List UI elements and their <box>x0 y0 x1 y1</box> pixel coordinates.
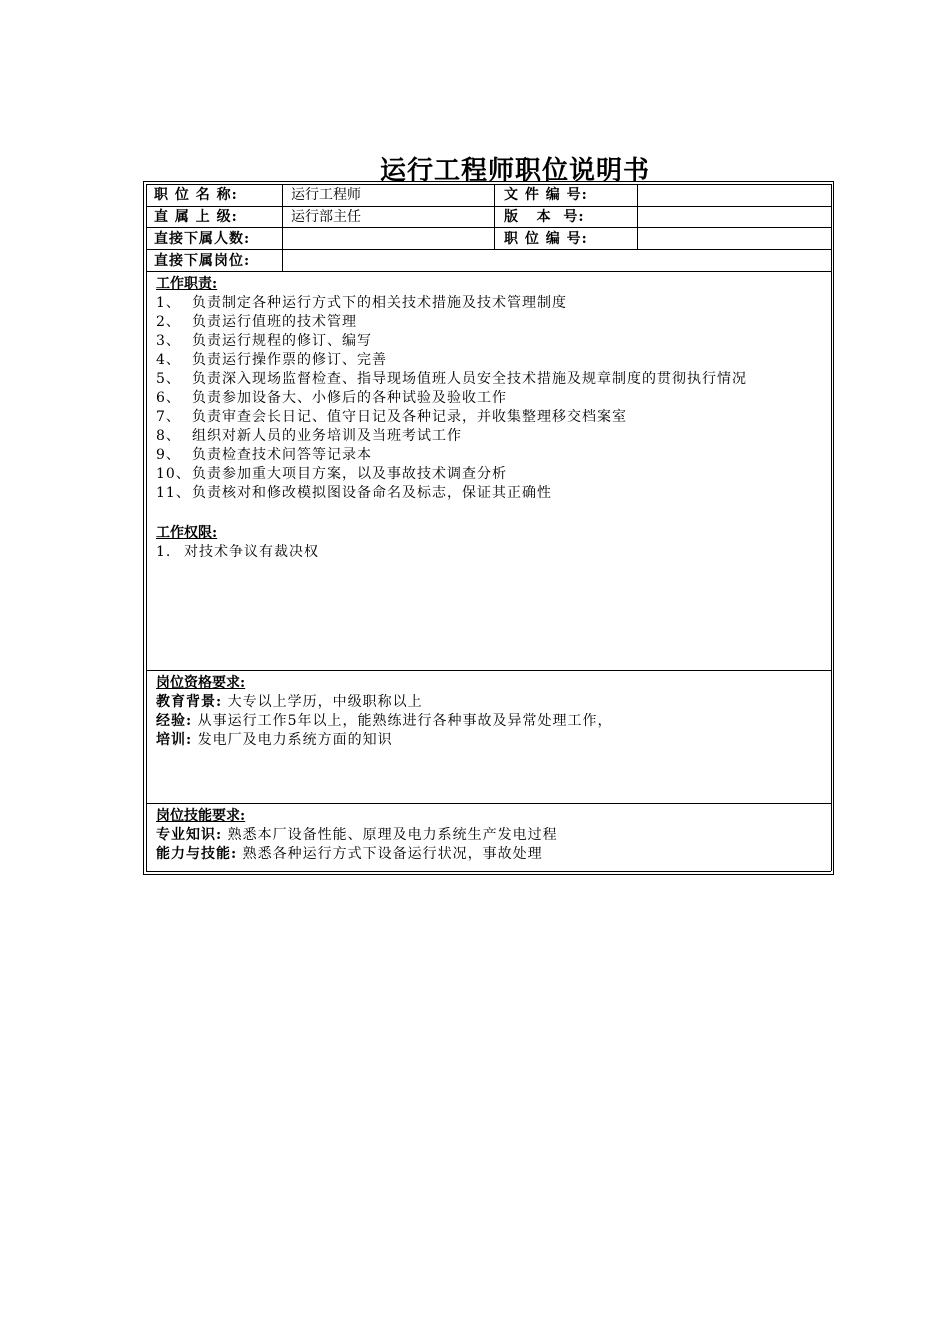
duty-text: 负责运行值班的技术管理 <box>192 314 357 330</box>
experience-row <box>156 712 826 731</box>
section-divider <box>146 670 831 671</box>
duty-item <box>156 294 826 313</box>
duty-item <box>156 351 826 370</box>
page-title: 运行工程师职位说明书 <box>379 156 650 186</box>
duty-number: 6、 <box>156 390 181 406</box>
qualification-section <box>156 674 826 750</box>
authority-section <box>156 524 826 562</box>
table-row-rule <box>146 227 831 228</box>
training-row <box>156 731 826 750</box>
table-col-rule <box>494 184 495 249</box>
superior-value: 运行部主任 <box>291 209 361 225</box>
education-value: 大专以上学历，中级职称以上 <box>227 694 423 710</box>
education-row <box>156 693 826 712</box>
duty-number: 11、 <box>156 485 191 501</box>
experience-value: 从事运行工作5年以上，能熟练进行各种事故及异常处理工作， <box>197 713 613 729</box>
position-no-label: 职 位 编 号: <box>504 231 588 247</box>
table-col-rule <box>637 184 638 249</box>
duty-item <box>156 313 826 332</box>
duty-text: 负责参加设备大、小修后的各种试验及验收工作 <box>192 390 507 406</box>
duty-text: 负责参加重大项目方案，以及事故技术调查分析 <box>192 466 507 482</box>
knowledge-label: 专业知识: <box>156 827 223 843</box>
education-label: 教育背景: <box>156 694 223 710</box>
duty-number: 10、 <box>156 466 191 482</box>
superior-label: 直 属 上 级: <box>154 209 238 225</box>
table-row-rule <box>146 206 831 207</box>
ability-row <box>156 845 826 864</box>
authority-text: 对技术争议有裁决权 <box>184 544 319 560</box>
duty-number: 2、 <box>156 314 181 330</box>
knowledge-value: 熟悉本厂设备性能、原理及电力系统生产发电过程 <box>227 827 558 843</box>
position-name-label: 职 位 名 称: <box>154 187 238 203</box>
table-top-rule <box>146 184 831 185</box>
authority-number: 1. <box>156 544 172 560</box>
duty-item <box>156 408 826 427</box>
skills-section <box>156 807 826 864</box>
duty-number: 8、 <box>156 428 181 444</box>
version-label: 版 本 号: <box>504 209 585 225</box>
duty-text: 负责运行操作票的修订、完善 <box>192 352 387 368</box>
duty-item <box>156 389 826 408</box>
duty-text: 负责深入现场监督检查、指导现场值班人员安全技术措施及规章制度的贯彻执行情况 <box>192 371 747 387</box>
subordinate-positions-label: 直接下属岗位: <box>154 253 251 269</box>
subordinate-count-label: 直接下属人数: <box>154 231 251 247</box>
training-value: 发电厂及电力系统方面的知识 <box>197 732 393 748</box>
duty-text: 负责运行规程的修订、编写 <box>192 333 372 349</box>
duty-number: 3、 <box>156 333 181 349</box>
duties-heading: 工作职责: <box>156 276 218 292</box>
duty-item <box>156 427 826 446</box>
duties-section <box>156 275 826 503</box>
duty-text: 负责审查会长日记、值守日记及各种记录，并收集整理移交档案室 <box>192 409 627 425</box>
authority-heading: 工作权限: <box>156 525 218 541</box>
skills-heading: 岗位技能要求: <box>156 808 246 824</box>
duty-number: 9、 <box>156 447 181 463</box>
duty-text: 负责检查技术问答等记录本 <box>192 447 372 463</box>
table-row-rule <box>146 271 831 272</box>
position-name-value: 运行工程师 <box>291 187 361 203</box>
doc-no-label: 文 件 编 号: <box>504 187 588 203</box>
duty-item <box>156 484 826 503</box>
duty-item <box>156 370 826 389</box>
authority-item <box>156 543 826 562</box>
duty-text: 负责核对和修改模拟图设备命名及标志，保证其正确性 <box>192 485 552 501</box>
table-left-rule <box>146 184 147 871</box>
experience-label: 经验: <box>156 713 193 729</box>
duty-item <box>156 332 826 351</box>
ability-label: 能力与技能: <box>156 846 238 862</box>
duty-number: 5、 <box>156 371 181 387</box>
section-divider <box>146 803 831 804</box>
table-bottom-rule <box>146 871 831 872</box>
duty-number: 4、 <box>156 352 181 368</box>
duty-number: 1、 <box>156 295 181 311</box>
table-right-rule <box>831 184 832 871</box>
training-label: 培训: <box>156 732 193 748</box>
ability-value: 熟悉各种运行方式下设备运行状况，事故处理 <box>242 846 543 862</box>
duty-item <box>156 446 826 465</box>
duty-item <box>156 465 826 484</box>
duty-text: 负责制定各种运行方式下的相关技术措施及技术管理制度 <box>192 295 567 311</box>
duty-number: 7、 <box>156 409 181 425</box>
knowledge-row <box>156 826 826 845</box>
table-row-rule <box>146 249 831 250</box>
qualification-heading: 岗位资格要求: <box>156 675 246 691</box>
duty-text: 组织对新人员的业务培训及当班考试工作 <box>192 428 462 444</box>
table-col-rule <box>282 184 283 271</box>
